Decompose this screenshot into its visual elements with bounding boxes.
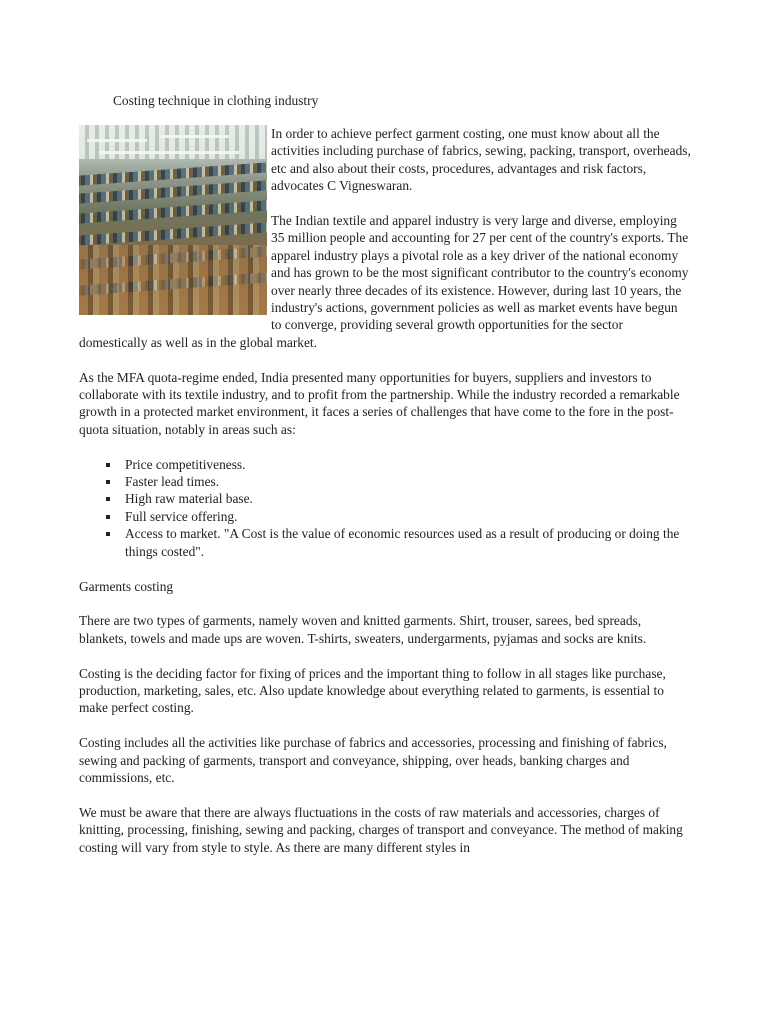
- body-paragraph: Costing includes all the activities like purchase of fabrics and accessories, processing and finishing of fabrics, sewing and packing of garments, transport and conveyance, shipping, over heads, banking charges and commissions, etc.: [79, 735, 667, 785]
- challenges-list: [79, 456, 691, 560]
- list-item: Price competitiveness.: [125, 456, 691, 473]
- list-item: Access to market. "A Cost is the value of economic resources used as a result of producing or doing the things costed".: [125, 525, 691, 560]
- document-title: Costing technique in clothing industry: [113, 93, 319, 108]
- intro-paragraph: In order to achieve perfect garment costing, one must know about all the activities including purchase of fabrics, sewing, packing, transport, overheads, etc and also about their costs, procedures, advantages and risk factors, advocates C Vigneswaran.: [271, 126, 691, 194]
- list-item: High raw material base.: [125, 490, 691, 507]
- intro-paragraph: The Indian textile and apparel industry is very large and diverse, employing 35 million people and accounting for 27 per cent of the country's exports. The apparel industry plays a pivotal role as a key driver of the national economy and has grown to be the most significant contributor to the country's economy over nearly three decades of its existence. However, during last 10 years, the industry's actions, government policies as well as market events have begun to converge, providing several growth opportunities for the sector domestically as well as in the global market.: [79, 213, 689, 350]
- body-paragraph: We must be aware that there are always fluctuations in the costs of raw materials and accessories, charges of knitting, processing, finishing, sewing and packing, charges of transport and conveyance. The method of making costing will vary from style to style. As there are many different styles in: [79, 804, 683, 855]
- intro-paragraph: As the MFA quota-regime ended, India presented many opportunities for buyers, suppliers and investors to collaborate with its textile industry, and to profit from the partnership. While the industry recorded a remarkable growth in a protected market environment, it faces a series of challenges that have come to the fore in the post-quota situation, notably in areas such as:: [79, 369, 680, 437]
- section-heading: Garments costing: [79, 578, 174, 594]
- body-paragraph: Costing is the deciding factor for fixing of prices and the important thing to follow in all stages like purchase, production, marketing, sales, etc. Also update knowledge about everything related to garments, is essential to make perfect costing.: [79, 665, 666, 716]
- list-item: Faster lead times.: [125, 473, 691, 490]
- body-paragraph: There are two types of garments, namely woven and knitted garments. Shirt, trouser, sarees, bed spreads, blankets, towels and made ups are woven. T-shirts, sweaters, undergarments, pyjamas and socks are knits.: [79, 613, 647, 646]
- list-item: Full service offering.: [125, 508, 691, 525]
- document-body: [79, 125, 691, 873]
- garment-factory-photo: [79, 125, 267, 315]
